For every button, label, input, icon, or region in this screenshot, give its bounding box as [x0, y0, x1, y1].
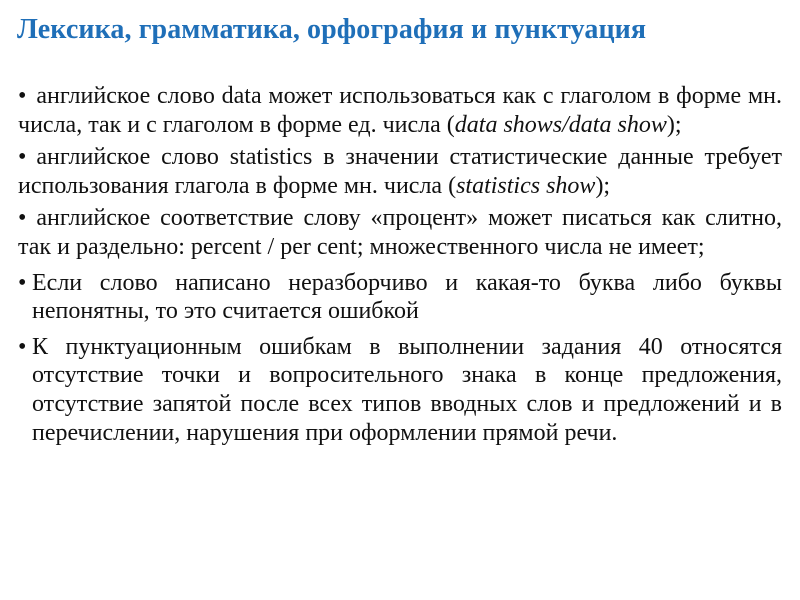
- item-text: английское слово statistics в значении статистические данные требует использования глагола в форме мн. числа (: [18, 144, 782, 199]
- bullet-icon: •: [18, 333, 27, 360]
- item-text-end: );: [666, 111, 682, 138]
- item-text: Если слово написано неразборчиво и какая-то буква либо буквы непонятны, то это считается ошибкой: [32, 269, 782, 325]
- bullet-list: [18, 82, 782, 447]
- bullet-icon: •: [18, 269, 27, 296]
- item-italic-example: data shows/data show: [454, 111, 667, 138]
- item-text-end: );: [595, 172, 611, 199]
- item-text: К пунктуационным ошибкам в выполнении задания 40 относятся отсутствие точки и вопросительного знака в конце предложения, отсутствие запятой после всех типов вводных слов и предложений и в перечислении, нарушения при оформлении прямой речи.: [32, 333, 782, 446]
- item-text: английское слово data может использоваться как с глаголом в форме мн. числа, так и с глаголом в форме ед. числа (: [18, 83, 782, 138]
- item-text: английское соответствие слову «процент» может писаться как слитно, так и раздельно: percent / per cent; множественного числа не имеет;: [18, 205, 782, 260]
- item-italic-example: statistics show: [456, 172, 596, 199]
- bullet-icon: •: [18, 144, 27, 171]
- bullet-icon: •: [18, 83, 27, 109]
- list-item-punctuation-errors: [18, 333, 782, 447]
- list-item-statistics: [18, 143, 782, 200]
- slide-title: Лексика, грамматика, орфография и пунктуация: [17, 14, 647, 45]
- bullet-icon: •: [18, 205, 27, 232]
- list-item-data-plural: [18, 82, 782, 139]
- list-item-percent: [18, 204, 782, 261]
- list-item-illegible-word: [18, 269, 782, 326]
